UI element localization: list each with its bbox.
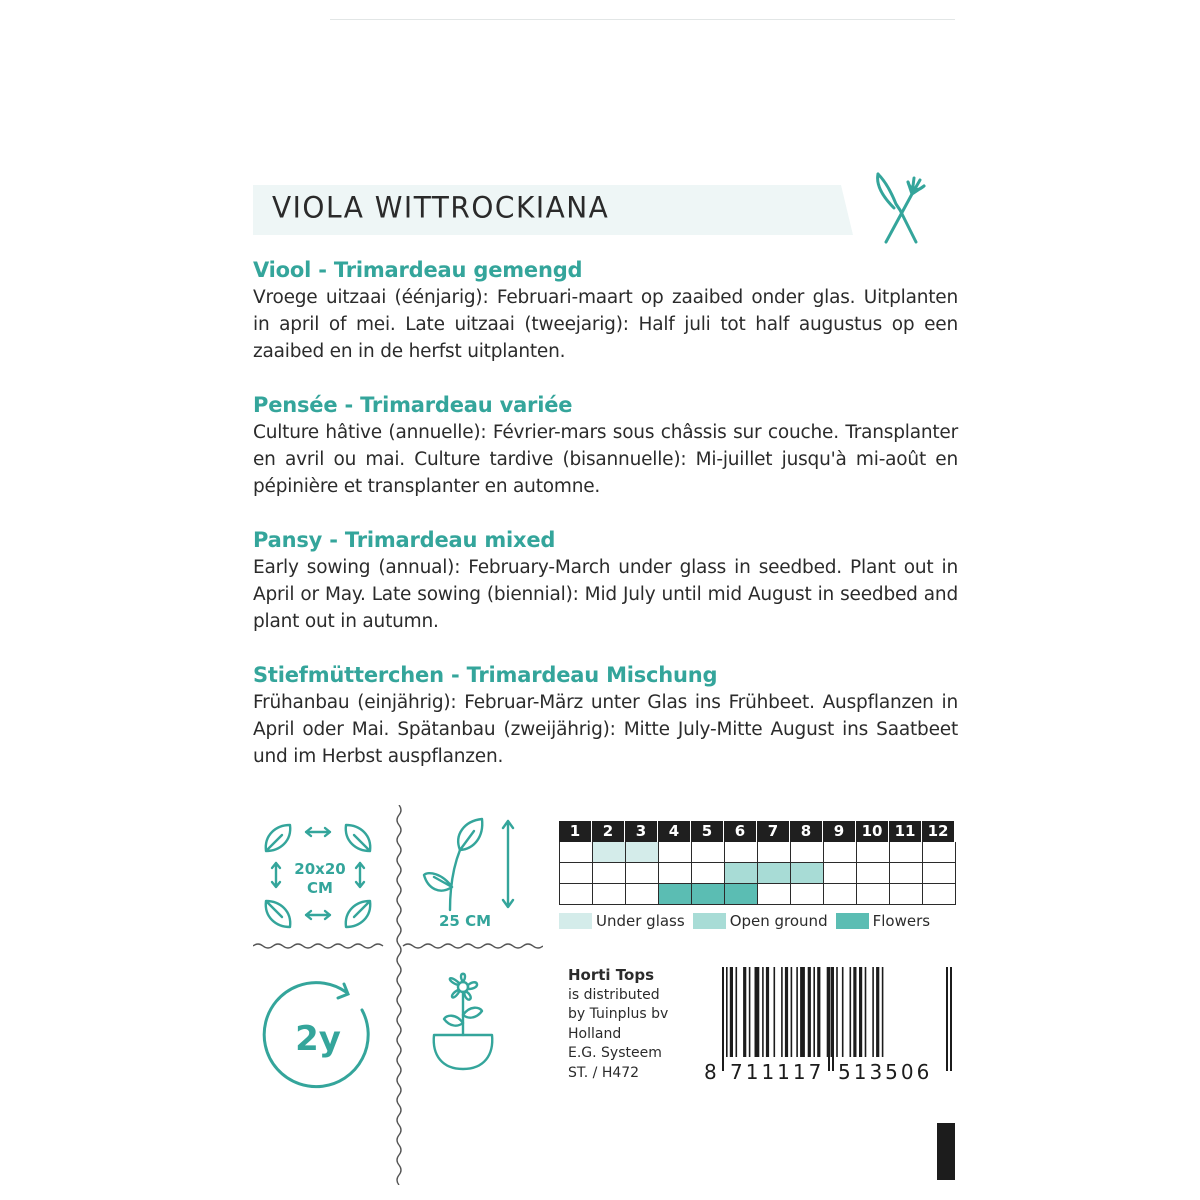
calendar-row [559,863,956,884]
section-english [253,526,958,635]
calendar-cell [890,863,923,884]
brand-name: Horti Tops [568,966,655,984]
barcode-bar [882,967,884,1057]
barcode-bar [774,967,776,1057]
legend-label: Open ground [729,912,828,930]
barcode-bar [872,967,874,1057]
barcode-bar [766,967,769,1057]
page-title: VIOLA WITTROCKIANA [272,190,610,225]
section-dutch [253,256,958,365]
section-german [253,661,958,770]
calendar-cell [725,842,758,863]
section-text: Frühanbau (einjährig): Februar-März unter Glas ins Frühbeet. Auspflanzen in April oder Mai. Spätanbau (zweijährig): Mitte July-Mitte August ins Saatbeet und im Herbst auspflanzen. [253,692,958,767]
month-label: 10 [856,821,889,842]
barcode-bar [800,967,805,1057]
calendar-legend [559,912,938,930]
calendar-cell [791,863,824,884]
plant-height-icon [420,815,525,915]
barcode-bar [749,967,751,1057]
section-text: Early sowing (annual): February-March under glass in seedbed. Plant out in April or May. Late sowing (biennial): Mid July until mid August in seedbed and plant out in autumn. [253,557,958,632]
barcode-bar [781,967,783,1057]
barcode-bar [755,967,760,1057]
barcode-guard-bar [946,967,948,1071]
section-heading: Viool - Trimardeau gemengd [253,258,583,282]
month-label: 9 [823,821,856,842]
calendar-cell [560,842,593,863]
month-label: 3 [625,821,658,842]
month-label: 8 [790,821,823,842]
spacing-value: 20x20 [294,860,346,878]
barcode-digit-first: 8 [704,1060,717,1083]
section-heading: Pensée - Trimardeau variée [253,393,573,417]
calendar-cell [890,884,923,905]
calendar-cell [692,842,725,863]
sowing-calendar [559,821,956,905]
calendar-cell [659,842,692,863]
wavy-divider-horizontal [253,941,543,951]
barcode-bar [743,967,746,1057]
calendar-cell [824,884,857,905]
cutlery-icon [872,170,930,248]
distributor-info [568,966,668,1083]
barcode-guard-bar [722,967,724,1071]
calendar-cell [791,884,824,905]
barcode-bar [791,967,793,1057]
calendar-cell [923,863,956,884]
biennial-cycle-icon [262,980,374,1092]
section-text: Vroege uitzaai (éénjarig): Februari-maart op zaaibed onder glas. Uitplanten in april of mei. Late uitzaai (tweejarig): Half juli tot half augustus op een zaaibed en in de herfst uitplanten. [253,287,958,362]
legend-swatch-under-glass [559,913,592,929]
calendar-cell [626,863,659,884]
height-label: 25 CM [438,912,492,930]
section-text: Culture hâtive (annuelle): Février-mars sous châssis sur couche. Transplanter en avril ou mai. Culture tardive (bisannuelle): Mi-juillet jusqu'à mi-août en pépinière et transplanter en automne. [253,422,958,497]
calendar-cell [857,842,890,863]
calendar-cell [560,884,593,905]
calendar-cell [659,884,692,905]
month-label: 4 [658,821,691,842]
calendar-cell [791,842,824,863]
barcode-bar [876,967,879,1057]
section-french [253,391,958,500]
section-heading: Pansy - Trimardeau mixed [253,528,556,552]
calendar-cell [626,842,659,863]
calendar-row [559,842,956,863]
distributor-line: is distributed [568,986,660,1003]
calendar-cell [725,863,758,884]
distributor-line: by Tuinplus bv [568,1006,669,1022]
distributor-line: E.G. Systeem [568,1045,662,1061]
barcode-bar [762,967,764,1057]
spacing-label [285,860,355,898]
legend-swatch-flowers [836,913,869,929]
calendar-row [559,884,956,905]
barcode-bar [817,967,820,1057]
calendar-cell [692,884,725,905]
calendar-cell [626,884,659,905]
barcode-bar [730,967,733,1057]
calendar-cell [560,863,593,884]
calendar-cell [758,863,791,884]
barcode [700,963,955,1083]
flower-pot-icon [428,965,498,1075]
barcode-bar [865,967,867,1057]
barcode-digits-right: 513506 [838,1060,933,1083]
calendar-cell [659,863,692,884]
barcode-digits-left: 711117 [730,1060,825,1083]
barcode-bar [813,967,815,1057]
month-label: 1 [559,821,592,842]
top-rule [330,19,955,20]
barcode-guard-bar [832,967,834,1071]
month-label: 12 [922,821,955,842]
section-heading: Stiefmütterchen - Trimardeau Mischung [253,663,718,687]
month-label: 11 [889,821,922,842]
distributor-line: Holland [568,1025,622,1042]
barcode-bar [836,967,838,1057]
lifecycle-label: 2y [295,1019,341,1059]
calendar-cell [824,842,857,863]
barcode-bar [796,967,798,1057]
calendar-cell [758,842,791,863]
wavy-divider-vertical [394,805,404,1185]
legend-label: Flowers [872,912,931,930]
barcode-bar [736,967,738,1057]
barcode-bar [842,967,844,1057]
barcode-bar [726,967,728,1057]
barcode-bar [785,967,788,1057]
calendar-cell [890,842,923,863]
color-mark [937,1123,955,1180]
barcode-guard-bar [828,967,830,1071]
calendar-cell [758,884,791,905]
calendar-cell [725,884,758,905]
month-label: 7 [757,821,790,842]
calendar-header [559,821,956,842]
spacing-unit: CM [307,879,333,897]
calendar-cell [593,842,626,863]
month-label: 5 [691,821,724,842]
calendar-cell [593,863,626,884]
calendar-cell [857,863,890,884]
month-label: 6 [724,821,757,842]
calendar-cell [593,884,626,905]
barcode-bar [853,967,856,1057]
calendar-cell [692,863,725,884]
barcode-guard-bar [950,967,952,1071]
calendar-cell [857,884,890,905]
barcode-bar [859,967,862,1057]
month-label: 2 [592,821,625,842]
calendar-cell [824,863,857,884]
distributor-line: ST. / H472 [568,1064,640,1081]
barcode-bar [850,967,852,1057]
legend-swatch-open-ground [693,913,726,929]
calendar-cell [923,842,956,863]
calendar-cell [923,884,956,905]
calendar-body [559,842,956,905]
legend-label: Under glass [596,912,685,930]
barcode-bar [808,967,811,1057]
